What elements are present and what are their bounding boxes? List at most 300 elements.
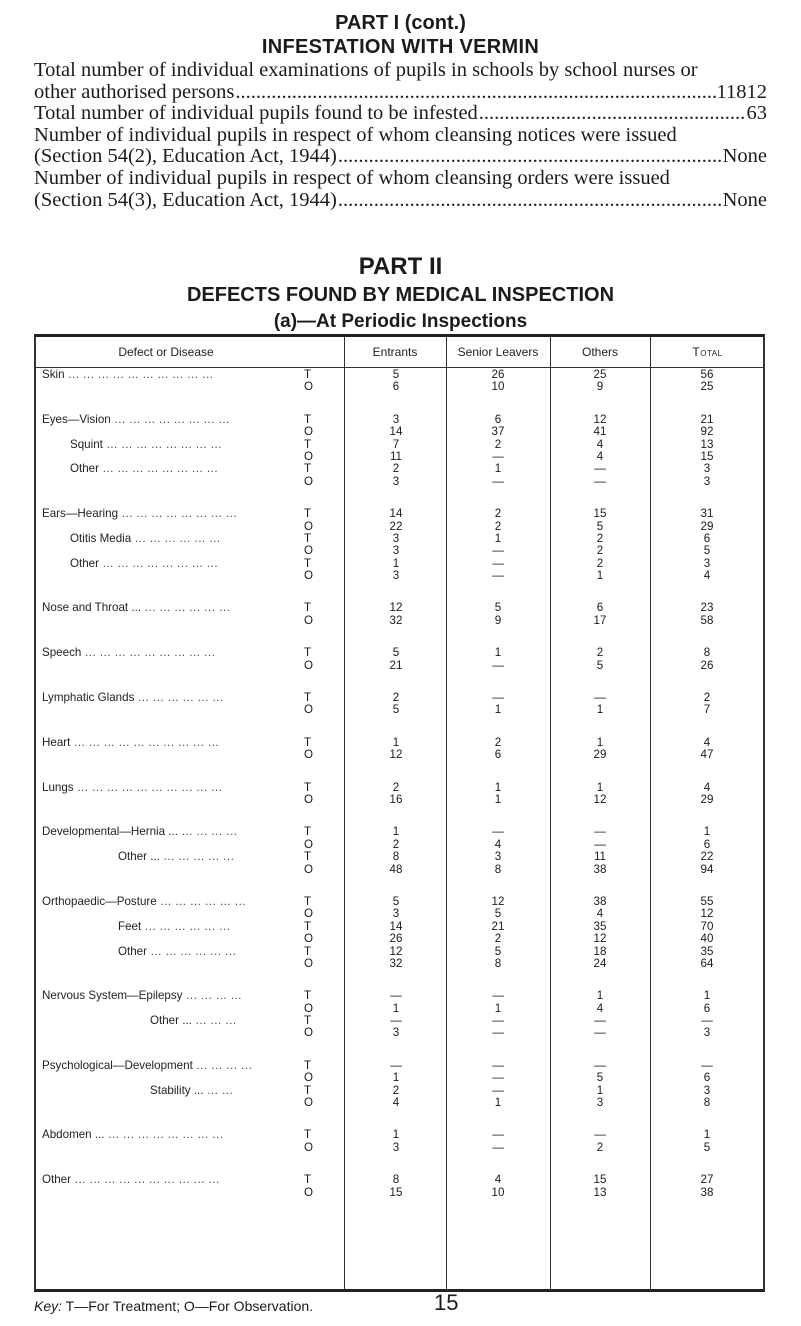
table-row	[36, 704, 763, 716]
table-row	[36, 660, 763, 672]
defect-label-text: Skin	[42, 368, 65, 381]
cell-entrants: 6	[392, 380, 400, 394]
dot-leader: ... ... ... ... ... ... ... ...	[99, 556, 219, 570]
defect-label	[70, 439, 222, 451]
stat-value: 63	[746, 102, 767, 125]
cell-senior-leavers: —	[492, 556, 504, 570]
table-row	[36, 463, 763, 475]
cell-entrants: 1	[392, 1128, 400, 1142]
cell-others: 5	[596, 658, 604, 672]
table-row	[36, 1097, 763, 1109]
table-row	[36, 1129, 763, 1141]
stat-label: Total number of individual pupils found to be infested	[34, 102, 478, 125]
cell-entrants: 22	[389, 519, 403, 533]
table-row	[36, 1187, 763, 1199]
to-marker: O	[304, 837, 314, 851]
cell-others: 1	[596, 735, 604, 749]
cell-entrants: 14	[389, 425, 403, 439]
cell-total: 29	[700, 792, 714, 806]
table-row	[36, 1015, 763, 1027]
to-marker: O	[304, 658, 314, 672]
cell-total: 35	[700, 944, 714, 958]
cell-entrants: 3	[392, 531, 400, 545]
cell-others: 5	[596, 1071, 604, 1085]
cell-others: 2	[596, 531, 604, 545]
cell-total: 6	[703, 531, 711, 545]
defect-label-text: Orthopaedic—Posture	[42, 894, 157, 908]
cell-others: 29	[593, 748, 607, 762]
to-marker: T	[304, 919, 312, 933]
to-marker: O	[304, 1140, 314, 1154]
cell-entrants: —	[390, 989, 402, 1003]
cell-total: 5	[703, 544, 711, 558]
cell-senior-leavers: 26	[491, 368, 505, 381]
dot-leader: ... ... ... ... ... ... ... ... ...	[81, 646, 216, 660]
cell-total: 26	[700, 658, 714, 672]
dot-leader: ... ... ... ... ... ...	[156, 894, 247, 908]
defect-label	[42, 602, 230, 614]
to-marker: O	[304, 519, 314, 533]
cell-senior-leavers: —	[492, 474, 504, 488]
defect-label	[70, 463, 218, 475]
cell-senior-leavers: 37	[491, 425, 505, 439]
cell-others: —	[594, 837, 606, 851]
cell-entrants: 14	[389, 507, 403, 521]
table-row	[36, 615, 763, 627]
table-row	[36, 602, 763, 614]
cell-others: 4	[596, 449, 604, 463]
to-marker: T	[304, 531, 312, 545]
defect-label	[42, 782, 222, 794]
cell-senior-leavers: 4	[494, 1173, 502, 1187]
to-marker: T	[304, 1058, 312, 1072]
cell-senior-leavers: 5	[494, 601, 502, 615]
cell-senior-leavers: 1	[494, 780, 502, 794]
stat-line	[34, 103, 767, 125]
cell-entrants: 15	[389, 1185, 403, 1199]
to-marker: T	[304, 646, 312, 660]
cell-entrants: 16	[389, 792, 403, 806]
table-row	[36, 476, 763, 488]
cell-total: 94	[700, 862, 714, 876]
cell-senior-leavers: 2	[494, 437, 502, 451]
cell-others: —	[594, 691, 606, 705]
cell-entrants: 3	[392, 1026, 400, 1040]
dot-leader: ... ... ...	[191, 1014, 237, 1028]
defect-label	[150, 1015, 237, 1027]
cell-total: 4	[703, 780, 711, 794]
stat-line	[34, 190, 767, 212]
defect-label	[118, 946, 236, 958]
cell-senior-leavers: 21	[491, 919, 505, 933]
table-key	[34, 1298, 313, 1314]
cell-entrants: 2	[392, 1083, 400, 1097]
cell-total: 4	[703, 569, 711, 583]
cell-total: 6	[703, 837, 711, 851]
dot-leader: ... ... ... ... ... ... ... ...	[99, 462, 219, 476]
defect-label-text: Other	[42, 1173, 71, 1187]
defect-label	[42, 737, 219, 749]
cell-others: 17	[593, 613, 607, 627]
to-marker: T	[304, 1014, 312, 1028]
cell-total: —	[701, 1014, 713, 1028]
cell-others: 25	[593, 368, 607, 381]
cell-others: 1	[596, 1083, 604, 1097]
to-marker: O	[304, 703, 314, 717]
to-marker: O	[304, 932, 314, 946]
cell-senior-leavers: 6	[494, 412, 502, 426]
part2-section: (a)—At Periodic Inspections	[273, 311, 528, 332]
cell-entrants: 5	[392, 703, 400, 717]
dot-leader: ... ... ... ... ... ... ... ...	[110, 412, 230, 426]
stat-lead: Number of individual pupils in respect of whom cleansing notices were issued	[34, 123, 677, 146]
table-row	[36, 864, 763, 876]
cell-others: 1	[596, 780, 604, 794]
to-marker: T	[304, 1173, 312, 1187]
defect-label-text: Squint	[70, 437, 103, 451]
cell-others: 9	[596, 380, 604, 394]
dot-leader: ... ... ... ... ... ... ... ...	[118, 507, 238, 521]
cell-others: 1	[596, 989, 604, 1003]
defect-label-text: Other	[118, 944, 147, 958]
cell-entrants: 26	[389, 932, 403, 946]
cell-entrants: 1	[392, 825, 400, 839]
defect-label-text: Ears—Hearing	[42, 507, 119, 521]
cell-others: 35	[593, 919, 607, 933]
cell-others: 1	[596, 703, 604, 717]
defect-label	[42, 692, 224, 704]
cell-total: 56	[700, 368, 714, 381]
cell-others: 15	[593, 507, 607, 521]
cell-entrants: 11	[389, 449, 403, 463]
to-marker: T	[304, 437, 312, 451]
dot-leader: ... ... ... ... ... ... ... ...	[104, 1128, 224, 1142]
cell-total: 8	[703, 646, 711, 660]
to-marker: O	[304, 1001, 314, 1015]
cell-senior-leavers: 1	[494, 792, 502, 806]
cell-entrants: 2	[392, 837, 400, 851]
part2-subtitle: DEFECTS FOUND BY MEDICAL INSPECTION	[186, 284, 615, 306]
dot-leader: ... ... ... ... ... ...	[141, 601, 231, 615]
dot-leader: ... ... ... ...	[192, 1058, 253, 1072]
cell-entrants: 1	[392, 735, 400, 749]
defect-label	[70, 558, 218, 570]
cell-senior-leavers: 1	[494, 531, 502, 545]
cell-entrants: 8	[392, 850, 400, 864]
cell-entrants: 3	[392, 412, 400, 426]
cell-entrants: 5	[392, 368, 400, 381]
cell-others: —	[594, 1014, 606, 1028]
to-marker: T	[304, 412, 312, 426]
table-row	[36, 990, 763, 1002]
cell-senior-leavers: —	[492, 1058, 504, 1072]
table-row	[36, 381, 763, 393]
to-marker: T	[304, 825, 312, 839]
defect-label	[42, 414, 230, 426]
dot-leader: ... ... ... ... ... ... ... ... ... ...	[70, 735, 220, 749]
cell-total: 29	[700, 519, 714, 533]
cell-entrants: 2	[392, 780, 400, 794]
to-marker: O	[304, 449, 314, 463]
defect-label-text: Stability ...	[150, 1083, 204, 1097]
cell-senior-leavers: 4	[494, 837, 502, 851]
defect-label-text: Other	[70, 462, 99, 476]
cell-others: 13	[593, 1185, 607, 1199]
cell-total: 3	[703, 1026, 711, 1040]
cell-others: —	[594, 1128, 606, 1142]
defect-label	[42, 1129, 224, 1141]
cell-entrants: —	[390, 1058, 402, 1072]
dot-leader: ... ... ... ...	[177, 825, 238, 839]
stat-label: other authorised persons	[34, 80, 235, 103]
defect-label-text: Other ...	[150, 1014, 192, 1028]
cell-senior-leavers: 1	[494, 703, 502, 717]
to-marker: O	[304, 1026, 314, 1040]
to-marker: O	[304, 544, 314, 558]
cell-senior-leavers: —	[492, 1014, 504, 1028]
cell-senior-leavers: 6	[494, 748, 502, 762]
cell-others: 3	[596, 1096, 604, 1110]
cell-entrants: 12	[389, 601, 403, 615]
dot-leader: ... ... ... ... ... ... ... ... ... ...	[64, 368, 214, 381]
table-row	[36, 647, 763, 659]
cell-senior-leavers: —	[492, 569, 504, 583]
to-marker: O	[304, 613, 314, 627]
cell-entrants: 8	[392, 1173, 400, 1187]
cell-others: 5	[596, 519, 604, 533]
dot-leader: ... ... ... ...	[182, 989, 243, 1003]
cell-others: —	[594, 825, 606, 839]
stat-label: (Section 54(2), Education Act, 1944)	[34, 145, 337, 168]
to-marker: T	[304, 1083, 312, 1097]
cell-others: 12	[593, 412, 607, 426]
cell-total: 1	[703, 1128, 711, 1142]
dot-leader	[338, 190, 722, 212]
dot-leader	[479, 103, 746, 125]
cell-others: 6	[596, 601, 604, 615]
dot-leader: ... ... ... ... ...	[159, 850, 235, 864]
defect-label-text: Heart	[42, 735, 71, 749]
cell-others: 4	[596, 437, 604, 451]
defect-label-text: Other ...	[118, 850, 160, 864]
to-marker: T	[304, 556, 312, 570]
defect-label	[42, 990, 242, 1002]
cell-entrants: 5	[392, 894, 400, 908]
cell-others: —	[594, 462, 606, 476]
defect-label-text: Other	[70, 556, 99, 570]
cell-senior-leavers: 2	[494, 519, 502, 533]
cell-entrants: 32	[389, 956, 403, 970]
cell-entrants: 3	[392, 544, 400, 558]
to-marker: O	[304, 748, 314, 762]
to-marker: T	[304, 989, 312, 1003]
cell-senior-leavers: —	[492, 658, 504, 672]
cell-senior-leavers: 8	[494, 862, 502, 876]
section-title: INFESTATION WITH VERMIN	[261, 36, 540, 58]
defect-group	[36, 508, 763, 582]
defect-group	[36, 826, 763, 876]
table-row	[36, 508, 763, 520]
cell-total: 13	[700, 437, 714, 451]
defect-label	[42, 369, 213, 381]
defect-label	[150, 1085, 233, 1097]
cell-total: 21	[700, 412, 714, 426]
cell-entrants: 32	[389, 613, 403, 627]
cell-entrants: 48	[389, 862, 403, 876]
table-row	[36, 1027, 763, 1039]
defect-label-text: Psychological—Development	[42, 1058, 193, 1072]
to-marker: O	[304, 956, 314, 970]
cell-others: 2	[596, 1140, 604, 1154]
defect-label	[42, 1060, 252, 1072]
cell-others: 41	[593, 425, 607, 439]
cell-others: 18	[593, 944, 607, 958]
defect-label	[118, 851, 234, 863]
to-marker: T	[304, 507, 312, 521]
defect-label-text: Otitis Media	[70, 531, 132, 545]
defect-label	[42, 896, 246, 908]
stat-lead: Number of individual pupils in respect of whom cleansing orders were issued	[34, 166, 670, 189]
table-row	[36, 794, 763, 806]
table-row	[36, 1085, 763, 1097]
cell-entrants: 3	[392, 1140, 400, 1154]
defect-group	[36, 1129, 763, 1154]
cell-entrants: 5	[392, 646, 400, 660]
dot-leader: ... ... ... ... ... ... ... ... ... ...	[71, 1173, 220, 1187]
defect-group	[36, 414, 763, 488]
cell-others: 2	[596, 544, 604, 558]
cell-total: 3	[703, 556, 711, 570]
cell-senior-leavers: 1	[494, 462, 502, 476]
key-text: T—For Treatment; O—For Observation.	[65, 1298, 314, 1314]
to-marker: T	[304, 850, 312, 864]
cell-total: 70	[700, 919, 714, 933]
table-row	[36, 369, 763, 381]
cell-senior-leavers: —	[492, 989, 504, 1003]
cell-others: 12	[593, 932, 607, 946]
cell-total: —	[701, 1058, 713, 1072]
cell-others: 1	[596, 569, 604, 583]
table-row	[36, 1142, 763, 1154]
stat-line	[34, 146, 767, 168]
cell-senior-leavers: 5	[494, 907, 502, 921]
header-others: Others	[581, 345, 618, 359]
cell-senior-leavers: 1	[494, 646, 502, 660]
cell-entrants: 3	[392, 569, 400, 583]
table-row	[36, 692, 763, 704]
to-marker: O	[304, 1096, 314, 1110]
defect-group	[36, 896, 763, 970]
to-marker: O	[304, 792, 314, 806]
to-marker: O	[304, 425, 314, 439]
cell-others: 4	[596, 907, 604, 921]
cell-total: 3	[703, 462, 711, 476]
cell-others: 11	[593, 850, 607, 864]
defect-group	[36, 369, 763, 394]
table-row	[36, 826, 763, 838]
to-marker: T	[304, 944, 312, 958]
cell-total: 12	[700, 907, 714, 921]
cell-entrants: 1	[392, 556, 400, 570]
dot-leader: ... ... ... ... ... ... ... ...	[102, 437, 222, 451]
cell-entrants: —	[390, 1014, 402, 1028]
table-row	[36, 958, 763, 970]
defect-group	[36, 990, 763, 1040]
cell-total: 1	[703, 825, 711, 839]
header-defect: Defect or Disease	[118, 345, 214, 359]
stat-line	[34, 82, 767, 104]
dot-leader	[338, 146, 722, 168]
cell-total: 5	[703, 1140, 711, 1154]
cell-entrants: 1	[392, 1071, 400, 1085]
to-marker: T	[304, 894, 312, 908]
to-marker: O	[304, 380, 314, 394]
cell-entrants: 7	[392, 437, 400, 451]
defect-label	[42, 1174, 220, 1186]
dot-leader: ... ... ... ... ... ...	[141, 919, 231, 933]
to-marker: T	[304, 462, 312, 476]
cell-total: 23	[700, 601, 714, 615]
to-marker: O	[304, 907, 314, 921]
cell-senior-leavers: 12	[491, 894, 505, 908]
table-row	[36, 896, 763, 908]
defect-label-text: Eyes—Vision	[42, 412, 111, 426]
stat-value: None	[722, 145, 767, 168]
cell-total: 64	[700, 956, 714, 970]
defect-label	[42, 647, 215, 659]
defect-group	[36, 1060, 763, 1110]
cell-total: 15	[700, 449, 714, 463]
key-label: Key:	[34, 1298, 63, 1314]
cell-others: 2	[596, 646, 604, 660]
defect-label	[42, 508, 237, 520]
cell-others: 24	[593, 956, 607, 970]
cell-entrants: 21	[389, 658, 403, 672]
cell-total: 31	[700, 507, 714, 521]
defect-group	[36, 1174, 763, 1199]
to-marker: T	[304, 780, 312, 794]
cell-others: 38	[593, 862, 607, 876]
cell-senior-leavers: —	[492, 1140, 504, 1154]
to-marker: O	[304, 1071, 314, 1085]
cell-total: 27	[700, 1173, 714, 1187]
cell-total: 2	[703, 691, 711, 705]
cell-others: —	[594, 474, 606, 488]
cell-senior-leavers: 2	[494, 507, 502, 521]
defect-label-text: Lymphatic Glands	[42, 691, 135, 705]
to-marker: T	[304, 601, 312, 615]
dot-leader: ... ... ... ... ... ...	[134, 691, 224, 705]
to-marker: O	[304, 569, 314, 583]
cell-total: 55	[700, 894, 714, 908]
header-entrants: Entrants	[372, 345, 418, 359]
cell-others: 12	[593, 792, 607, 806]
cell-total: 47	[700, 748, 714, 762]
cell-senior-leavers: —	[492, 1128, 504, 1142]
defect-label-text: Lungs	[42, 780, 74, 794]
cell-total: 6	[703, 1071, 711, 1085]
cell-others: 38	[593, 894, 607, 908]
cell-total: 1	[703, 989, 711, 1003]
cell-entrants: 1	[392, 1001, 400, 1015]
cell-total: 22	[700, 850, 714, 864]
cell-total: 3	[703, 1083, 711, 1097]
dot-leader: ... ...	[203, 1083, 234, 1097]
cell-senior-leavers: 3	[494, 850, 502, 864]
table-row	[36, 1174, 763, 1186]
defect-label-text: Developmental—Hernia ...	[42, 825, 178, 839]
table-row	[36, 749, 763, 761]
